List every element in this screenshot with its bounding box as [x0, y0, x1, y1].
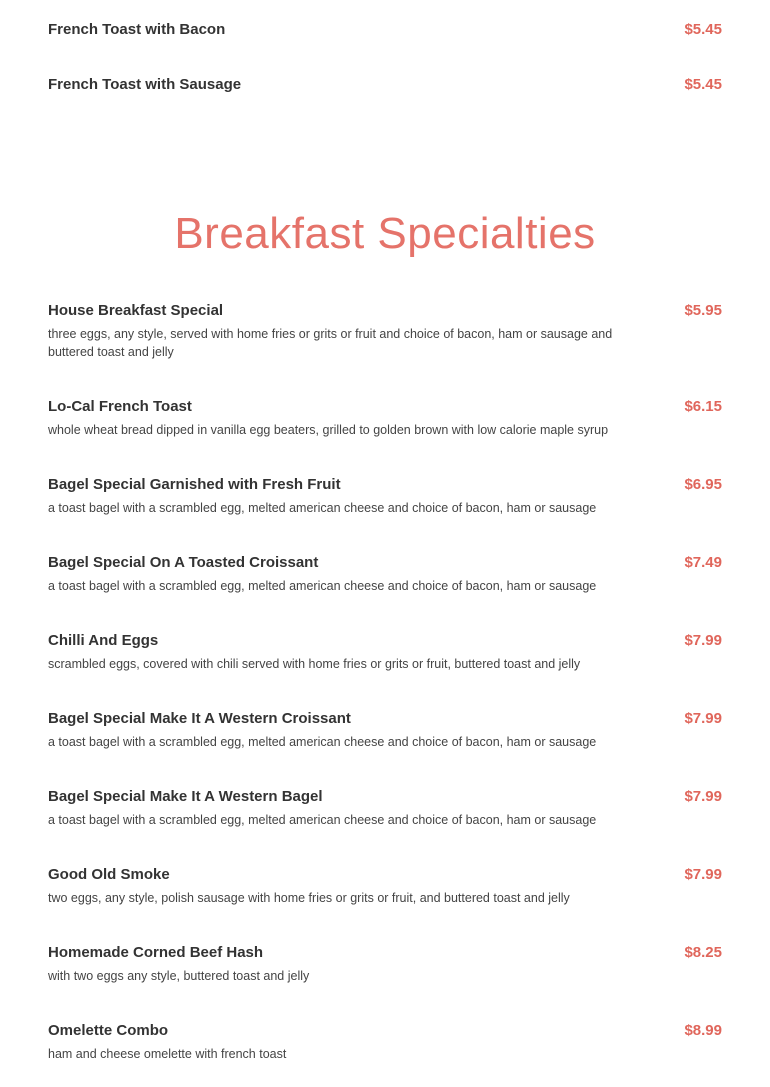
item-price: $5.45 — [684, 76, 722, 93]
menu-item[interactable] — [48, 1021, 722, 1063]
item-price: $7.99 — [684, 866, 722, 883]
menu-item[interactable] — [48, 301, 722, 361]
item-price: $6.95 — [684, 476, 722, 493]
item-description: with two eggs any style, buttered toast and jelly — [48, 969, 310, 983]
menu-item[interactable] — [48, 553, 722, 595]
item-name: Lo-Cal French Toast — [48, 398, 192, 415]
item-description: scrambled eggs, covered with chili served with home fries or grits or fruit, buttered toast and jelly — [48, 657, 581, 671]
item-price: $5.45 — [684, 21, 722, 38]
item-price: $6.15 — [684, 398, 722, 415]
menu-item[interactable] — [48, 20, 722, 40]
item-description: three eggs, any style, served with home fries or grits or fruit and choice of bacon, ham or sausage and buttered toast and jelly — [48, 327, 613, 359]
item-price: $8.25 — [684, 944, 722, 961]
section-title: Breakfast Specialties — [174, 209, 596, 258]
menu-item[interactable] — [48, 75, 722, 95]
item-description: a toast bagel with a scrambled egg, melted american cheese and choice of bacon, ham or sausage — [48, 735, 597, 749]
menu-item[interactable] — [48, 865, 722, 907]
menu-item[interactable] — [48, 943, 722, 985]
item-price: $7.99 — [684, 710, 722, 727]
item-price: $7.49 — [684, 554, 722, 571]
menu-item[interactable] — [48, 787, 722, 829]
item-price: $5.95 — [684, 302, 722, 319]
menu-item[interactable] — [48, 709, 722, 751]
item-name: Bagel Special Make It A Western Bagel — [48, 788, 323, 805]
item-name: Bagel Special Make It A Western Croissant — [48, 710, 351, 727]
item-name: Homemade Corned Beef Hash — [48, 944, 264, 961]
menu-item[interactable] — [48, 475, 722, 517]
item-price: $7.99 — [684, 632, 722, 649]
item-name: French Toast with Sausage — [48, 76, 242, 93]
item-price: $8.99 — [684, 1022, 722, 1039]
item-price: $7.99 — [684, 788, 722, 805]
item-name: Bagel Special On A Toasted Croissant — [48, 554, 319, 571]
item-description: a toast bagel with a scrambled egg, melted american cheese and choice of bacon, ham or sausage — [48, 501, 597, 515]
item-name: Bagel Special Garnished with Fresh Fruit — [48, 476, 341, 493]
item-name: House Breakfast Special — [48, 302, 224, 319]
item-name: Omelette Combo — [48, 1022, 169, 1039]
menu-item[interactable] — [48, 397, 722, 439]
item-description: two eggs, any style, polish sausage with home fries or grits or fruit, and buttered toast and jelly — [48, 891, 570, 905]
item-name: Good Old Smoke — [48, 866, 170, 883]
item-description: ham and cheese omelette with french toast — [48, 1047, 287, 1061]
item-name: Chilli And Eggs — [48, 632, 159, 649]
item-description: a toast bagel with a scrambled egg, melted american cheese and choice of bacon, ham or sausage — [48, 813, 597, 827]
item-description: whole wheat bread dipped in vanilla egg beaters, grilled to golden brown with low calorie maple syrup — [48, 423, 609, 437]
menu-item[interactable] — [48, 631, 722, 673]
item-description: a toast bagel with a scrambled egg, melted american cheese and choice of bacon, ham or sausage — [48, 579, 597, 593]
item-name: French Toast with Bacon — [48, 21, 226, 38]
